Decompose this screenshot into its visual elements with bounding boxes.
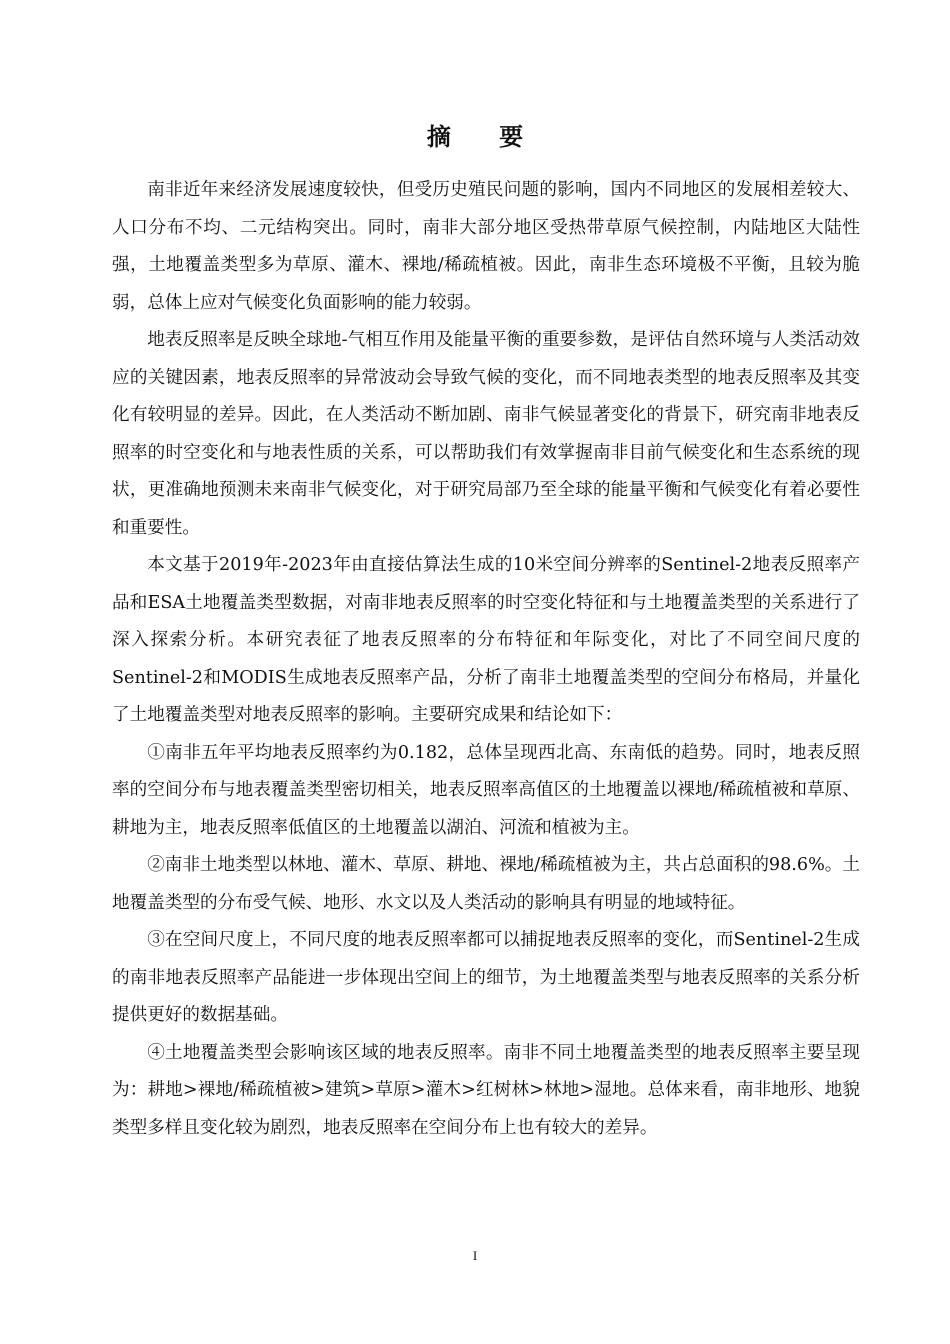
paragraph-finding-1: ①南非五年平均地表反照率约为0.182，总体呈现西北高、东南低的趋势。同时，地表反照率的空间分布与地表覆盖类型密切相关，地表反照率高值区的土地覆盖以裸地/稀疏植被和草原、耕地为主，地表反照率低值区的土地覆盖以湖泊、河流和植被为主。	[112, 742, 860, 838]
page-title: 摘 要	[426, 122, 544, 151]
paragraph-background: 南非近年来经济发展速度较快，但受历史殖民问题的影响，国内不同地区的发展相差较大、人口分布不均、二元结构突出。同时，南非大部分地区受热带草原气候控制，内陆地区大陆性强，土地覆盖类型多为草原、灌木、裸地/稀疏植被。因此，南非生态环境极不平衡，且较为脆弱，总体上应对气候变化负面影响的能力较弱。	[112, 180, 860, 313]
page-number: I	[472, 1248, 478, 1263]
paragraph-albedo-importance: 地表反照率是反映全球地-气相互作用及能量平衡的重要参数，是评估自然环境与人类活动效应的关键因素，地表反照率的异常波动会导致气候的变化，而不同地表类型的地表反照率及其变化有较明显的差异。因此，在人类活动不断加剧、南非气候显著变化的背景下，研究南非地表反照率的时空变化和与地表性质的关系，可以帮助我们有效掌握南非目前气候变化和生态系统的现状，更准确地预测未来南非气候变化，对于研究局部乃至全球的能量平衡和气候变化有着必要性和重要性。	[112, 330, 860, 538]
paragraph-finding-2: ②南非土地类型以林地、灌木、草原、耕地、裸地/稀疏植被为主，共占总面积的98.6%。土地覆盖类型的分布受气候、地形、水文以及人类活动的影响具有明显的地域特征。	[112, 855, 860, 913]
paragraph-methods: 本文基于2019年-2023年由直接估算法生成的10米空间分辨率的Sentinel-2地表反照率产品和ESA土地覆盖类型数据，对南非地表反照率的时空变化特征和与土地覆盖类型的关系进行了深入探索分析。本研究表征了地表反照率的分布特征和年际变化，对比了不同空间尺度的Sentinel-2和MODIS生成地表反照率产品，分析了南非土地覆盖类型的空间分布格局，并量化了土地覆盖类型对地表反照率的影响。主要研究成果和结论如下：	[112, 555, 860, 725]
paragraph-finding-3: ③在空间尺度上，不同尺度的地表反照率都可以捕捉地表反照率的变化，而Sentinel-2生成的南非地表反照率产品能进一步体现出空间上的细节，为土地覆盖类型与地表反照率的关系分析提供更好的数据基础。	[112, 930, 860, 1025]
abstract-body	[112, 172, 860, 1147]
paragraph-finding-4: ④土地覆盖类型会影响该区域的地表反照率。南非不同土地覆盖类型的地表反照率主要呈现为：耕地>裸地/稀疏植被>建筑>草原>灌木>红树林>林地>湿地。总体来看，南非地形、地貌类型多样且变化较为剧烈，地表反照率在空间分布上也有较大的差异。	[112, 1042, 860, 1138]
